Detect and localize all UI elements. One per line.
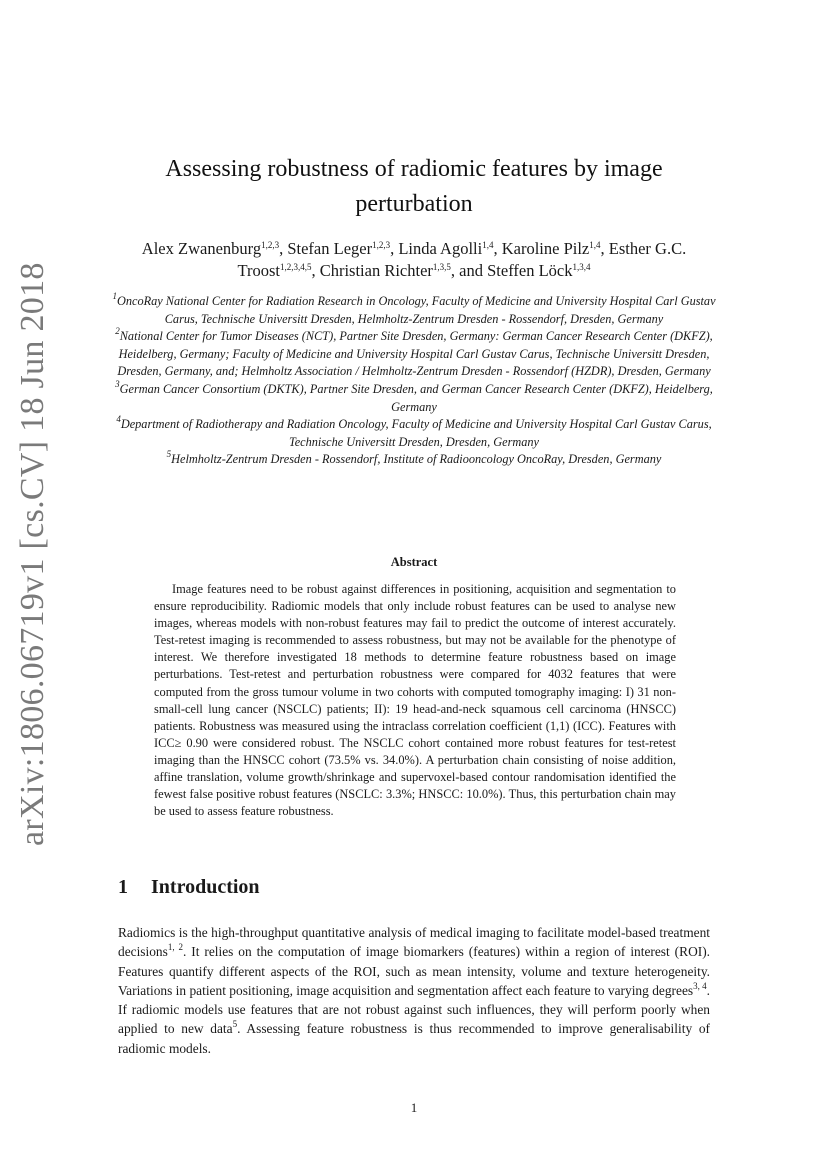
author-affil-sup: 1,2,3	[372, 240, 391, 250]
author-list: Alex Zwanenburg$^{1,2,3}$, Stefan Leger$^{1,2,3}$, Linda Agolli$^{1,4}$, Karoline Pilz$^{1,4}$, Esther G.C. Troost$^{1,2,3,4,5}$, Christian Richter$^{1,3,5}$, and Steffen Löck$^{1,3,4}$	[141, 239, 687, 280]
affiliation-number: 1	[112, 291, 117, 301]
body-text: . If radiomic models use features that are not robust against such influences, they will perform poorly when applied to new data	[118, 982, 711, 1037]
body-text: Radiomics is the high-throughput quantitative analysis of medical imaging to facilitate model-based treatment decisions	[118, 925, 710, 960]
author-affil-sup: 1,2,3	[261, 240, 280, 250]
author-affil-sup: 1,3,4	[572, 262, 591, 272]
author-affil-sup: 1,2,3,4,5	[279, 262, 312, 272]
section-title: Introduction	[151, 876, 260, 898]
author-affil-sup: 1,3,5	[432, 262, 451, 272]
section-number: 1	[118, 876, 128, 898]
section-heading	[118, 876, 260, 899]
body-text: . Assessing feature robustness is thus recommended to improve generalisability of radiomic models.	[118, 1021, 711, 1056]
author-name: Karoline Pilz	[501, 239, 590, 258]
page-number: 1	[410, 1100, 418, 1115]
affiliation-text: Department of Radiotherapy and Radiation Oncology, Faculty of Medicine and University Hospital Carl Gustav Carus, Technische Universitt Dresden, Dresden, Germany	[120, 417, 712, 449]
affiliation-number: 3	[115, 378, 120, 389]
paper-title: Assessing robustness of radiomic features by image perturbation	[165, 156, 663, 217]
affiliation	[112, 293, 716, 328]
affiliation-list	[112, 293, 716, 469]
author-name: Esther G.C. Troost	[237, 239, 687, 280]
affiliation-text: German Cancer Consortium (DKTK), Partner Site Dresden, and German Cancer Research Center (DKFZ), Heidelberg, Germany	[119, 381, 713, 414]
author-affil-sup: 1,4	[482, 240, 494, 250]
affiliation-number: 5	[166, 449, 172, 460]
arxiv-watermark: arXiv:1806.06719v1 [cs.CV] 18 Jun 2018	[14, 262, 51, 846]
author-name: Christian Richter	[319, 261, 433, 280]
author-name: Alex Zwanenburg	[141, 239, 262, 258]
affiliation	[112, 451, 716, 469]
affiliation-text: OncoRay National Center for Radiation Research in Oncology, Faculty of Medicine and University Hospital Carl Gustav Carus, Technische Universitt Dresden, Helmholtz-Zentrum Dresden - Rossendorf, Dresden, Germany	[116, 294, 716, 326]
affiliation	[112, 416, 716, 451]
abstract-text: Image features need to be robust against differences in positioning, acquisition and segmentation to ensure reproducibility. Radiomic models that only include robust features can be used to analyse new images, whereas models with non-robust features may fail to predict the outcome of interest accurately. Test-retest imaging is recommended to assess robustness, but may not be available for the phenotype of interest. We therefore investigated 18 methods to determine feature robustness based on image perturbations. Test-retest and perturbation robustness were compared for 4032 features that were computed from the gross tumour volume in two cohorts with computed tomography imaging: I) 31 non-small-cell lung cancer (NSCLC) patients; II): 19 head-and-neck squamous cell carcinoma (HNSCC) patients. Robustness was measured using the intraclass correlation coefficient (1,1) (ICC). Features with ICC≥ 0.90 were considered robust. The NSCLC cohort contained more robust features for test-retest imaging than the HNSCC cohort (73.5% vs. 34.0%). A perturbation chain consisting of noise addition, affine translation, volume growth/shrinkage and supervoxel-based contour randomisation identified the fewest false positive robust features (NSCLC: 3.3%; HNSCC: 10.0%). Thus, this perturbation chain may be used to assess feature robustness.	[154, 582, 676, 819]
citation-ref: 5	[232, 1019, 238, 1030]
affiliation-number: 4	[116, 414, 121, 425]
body-text: . It relies on the computation of image biomarkers (features) within a region of interest (ROI). Features quantify different aspects of the ROI, such as mean intensity, volume and texture heterogeneity. Variations in patient positioning, image acquisition and segmentation affect each feature to varying degrees	[118, 944, 711, 998]
affiliation	[112, 328, 716, 381]
author-name: Linda Agolli	[398, 239, 483, 258]
body-paragraph	[118, 923, 710, 1058]
citation-ref: 1, 2	[167, 942, 183, 953]
author-affil-sup: 1,4	[589, 240, 601, 250]
author-name: Steffen Löck	[487, 261, 573, 280]
abstract-heading: Abstract	[390, 555, 438, 569]
affiliation-text: National Center for Tumor Diseases (NCT), Partner Site Dresden, Germany: German Cancer Research Center (DKFZ), Heidelberg, Germany; Faculty of Medicine and University Hospital Carl Gustav Carus, Technische Universitt Dresden, Dresden, Germany, and; Helmholtz Association / Helmholtz-Zentrum Dresden - Rossendorf (HZDR), Dresden, Germany	[117, 329, 713, 379]
affiliation	[112, 378, 716, 416]
author-name: Stefan Leger	[287, 239, 373, 258]
citation-ref: 3, 4	[693, 980, 707, 991]
affiliation-number: 2	[115, 326, 120, 337]
affiliation-text: Helmholtz-Zentrum Dresden - Rossendorf, Institute of Radiooncology OncoRay, Dresden, Germany	[171, 452, 662, 467]
